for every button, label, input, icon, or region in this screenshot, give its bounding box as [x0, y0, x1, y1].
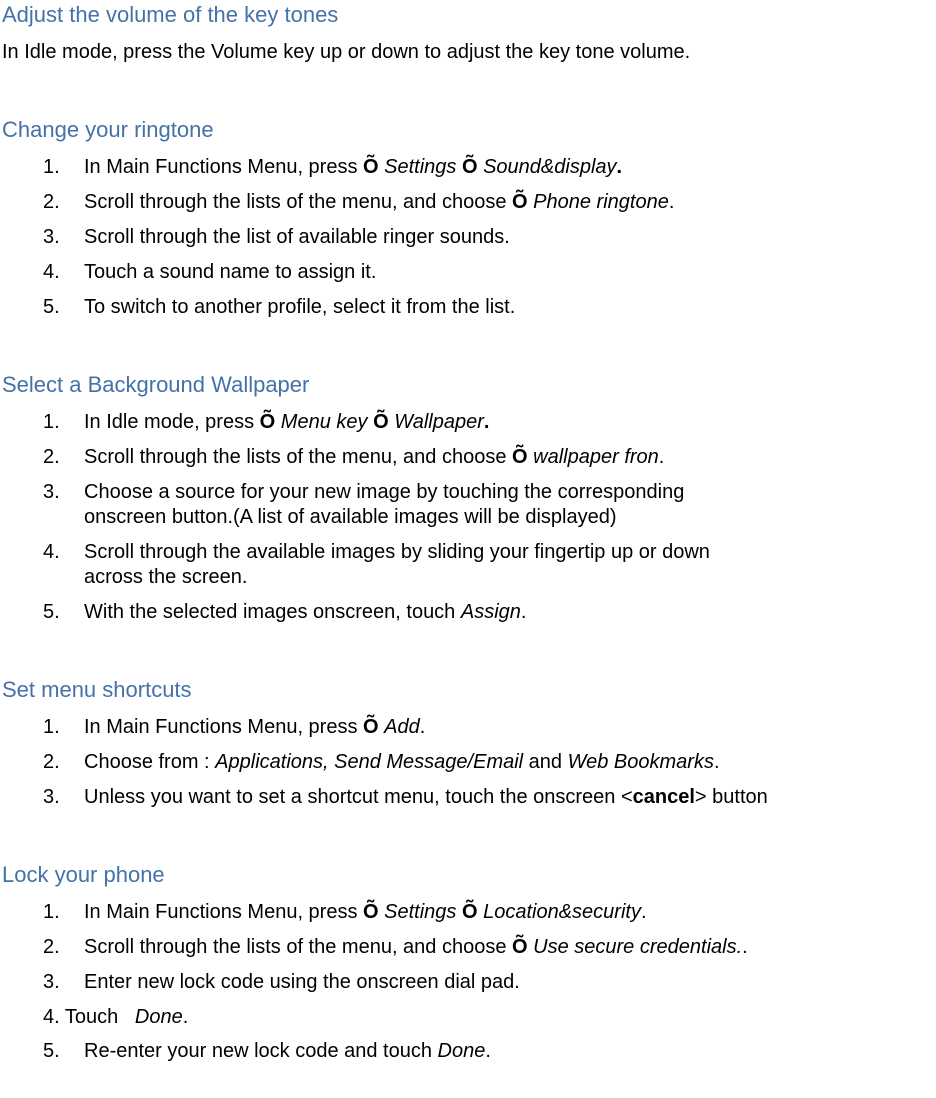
text-run: . [658, 446, 665, 468]
text-run: Õ [512, 936, 528, 958]
list-item-text [84, 900, 936, 925]
list-item [2, 445, 936, 470]
list-item-text [84, 970, 936, 995]
list-item [2, 190, 936, 215]
text-run: Scroll through the available images by sliding your fingertip up or down [84, 541, 710, 563]
text-run: Add [384, 716, 420, 738]
text-run: Õ [259, 411, 276, 433]
list-item [2, 480, 936, 530]
section [2, 117, 936, 320]
text-run: . [520, 601, 527, 623]
text-run: onscreen button.(A list of available images will be displayed) [84, 506, 617, 528]
section [2, 862, 936, 1064]
text-run: 4. Touch [43, 1006, 135, 1028]
text-run: With the selected images onscreen, touch [84, 601, 461, 623]
text-run: . [483, 411, 490, 433]
list-item [2, 295, 936, 320]
text-run: Õ [461, 156, 478, 178]
text-run: Õ [363, 716, 379, 738]
text-run: Sound&display [483, 156, 617, 178]
list-item-text [84, 1039, 936, 1064]
section-heading: Set menu shortcuts [2, 677, 192, 702]
list-item [2, 970, 936, 995]
text-run: Unless you want to set a shortcut menu, touch the onscreen < [84, 786, 633, 808]
text-run: > button [694, 786, 768, 808]
list-item-number: 2. [43, 751, 60, 773]
list-item-number: 5. [43, 1040, 60, 1062]
text-run: Done [437, 1040, 486, 1062]
text-run: Õ [512, 446, 528, 468]
list-item-text [84, 410, 936, 435]
text-run: Choose from : [84, 751, 216, 773]
text-run: Phone ringtone [533, 191, 669, 213]
list-item-number: 2. [43, 446, 60, 468]
list-item-number: 4. [43, 261, 60, 283]
list-item-text [84, 445, 936, 470]
list-item [2, 935, 936, 960]
section-heading: Lock your phone [2, 862, 165, 887]
text-run: Enter new lock code using the onscreen dial pad. [84, 971, 520, 993]
text-run: Õ [512, 191, 528, 213]
list-item-text [84, 600, 936, 625]
text-run: In Main Functions Menu, press [84, 156, 364, 178]
text-run: Menu key [280, 411, 368, 433]
list-item-number: 3. [43, 971, 60, 993]
list-item-text [84, 750, 936, 775]
text-run: Scroll through the lists of the menu, and choose [84, 446, 513, 468]
text-run: Scroll through the lists of the menu, and choose [84, 936, 513, 958]
list-item [2, 600, 936, 625]
text-run: To switch to another profile, select it from the list. [84, 296, 516, 318]
list-item-number: 4. [43, 541, 60, 563]
list-item [2, 715, 936, 740]
paragraph [2, 1005, 936, 1030]
list-item-number: 2. [43, 936, 60, 958]
section-heading: Adjust the volume of the key tones [2, 2, 339, 27]
list-item [2, 260, 936, 285]
text-run: . [616, 156, 623, 178]
list-item [2, 540, 936, 590]
text-run: Done [134, 1006, 183, 1028]
list-item [2, 1039, 936, 1064]
list-item-number: 1. [43, 156, 60, 178]
list-item-number: 1. [43, 716, 60, 738]
text-run: . [419, 716, 426, 738]
text-run: wallpaper fron [533, 446, 659, 468]
text-run: Use secure credentials. [533, 936, 743, 958]
list-item-text [84, 785, 936, 810]
text-run: . [485, 1040, 491, 1062]
list-item-number: 5. [43, 601, 60, 623]
text-run: Settings [384, 901, 457, 923]
text-run: Wallpaper [394, 411, 484, 433]
list-item-number: 1. [43, 411, 60, 433]
document-body [2, 2, 936, 1064]
text-run: In Idle mode, press the Volume key up or down to adjust the key tone volume. [2, 41, 691, 63]
text-run: cancel [632, 786, 695, 808]
text-run: . [742, 936, 748, 958]
text-run: Location&security [483, 901, 641, 923]
list-item-number: 2. [43, 191, 60, 213]
list-item [2, 410, 936, 435]
text-run: . [182, 1006, 189, 1028]
text-run: . [668, 191, 675, 213]
list-item-text [84, 715, 936, 740]
text-run: Scroll through the lists of the menu, and choose [84, 191, 513, 213]
list-item [2, 900, 936, 925]
list-item-text [84, 935, 936, 960]
list-item-number: 1. [43, 901, 60, 923]
list-item [2, 155, 936, 180]
list-item-text [84, 260, 936, 285]
list-item-number: 3. [43, 786, 60, 808]
list-item-text [84, 225, 936, 250]
text-run: Choose a source for your new image by touching the corresponding [84, 481, 685, 503]
list-item-text [84, 480, 936, 530]
list-item-number: 5. [43, 296, 60, 318]
text-run: and [523, 751, 568, 773]
text-run: Õ [363, 901, 379, 923]
text-run: Õ [363, 156, 379, 178]
section [2, 372, 936, 625]
section-heading: Change your ringtone [2, 117, 214, 142]
list-item-number: 3. [43, 226, 60, 248]
section-heading: Select a Background Wallpaper [2, 372, 310, 397]
list-item-text [84, 295, 936, 320]
text-run: Re-enter your new lock code and touch [84, 1040, 438, 1062]
text-run: Õ [373, 411, 389, 433]
text-run: In Main Functions Menu, press [84, 716, 364, 738]
list-item [2, 750, 936, 775]
text-run: . [713, 751, 720, 773]
text-run: Assign [460, 601, 521, 623]
text-run: . [640, 901, 647, 923]
list-item [2, 785, 936, 810]
list-item-text [84, 540, 936, 590]
list-item-number: 3. [43, 481, 60, 503]
text-run: In Idle mode, press [84, 411, 260, 433]
list-item [2, 225, 936, 250]
text-run: across the screen. [84, 566, 248, 588]
text-run: Settings [384, 156, 457, 178]
text-run: Applications, Send Message/Email [215, 751, 524, 773]
text-run: Touch a sound name to assign it. [84, 261, 377, 283]
text-run: Õ [461, 901, 478, 923]
text-run: Scroll through the list of available ringer sounds. [84, 226, 510, 248]
list-item-text [84, 190, 936, 215]
text-run: Web Bookmarks [567, 751, 714, 773]
text-run: In Main Functions Menu, press [84, 901, 364, 923]
list-item-text [84, 155, 936, 180]
section [2, 677, 936, 810]
section [2, 2, 936, 65]
paragraph [2, 40, 936, 65]
